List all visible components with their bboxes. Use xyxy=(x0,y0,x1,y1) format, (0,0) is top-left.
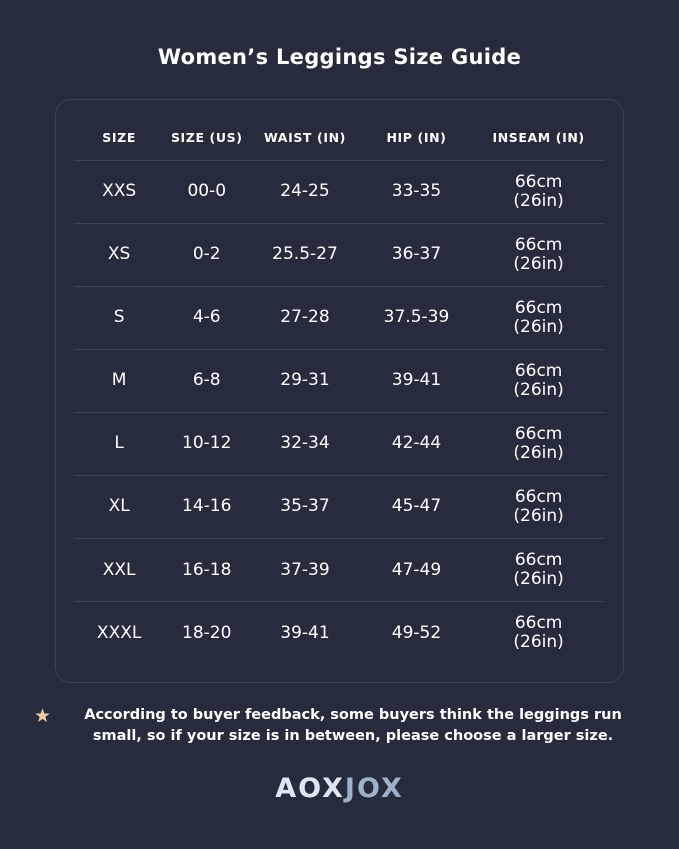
cell-inseam xyxy=(472,412,605,475)
cell-size: L xyxy=(74,412,164,475)
inseam-cm: 66cm xyxy=(514,486,563,507)
cell-inseam xyxy=(472,286,605,349)
cell-size: XS xyxy=(74,223,164,286)
cell-waist: 24-25 xyxy=(249,160,361,223)
inseam-in: (26in) xyxy=(513,569,564,590)
inseam-cm: 66cm xyxy=(514,360,563,381)
inseam-cm: 66cm xyxy=(514,613,563,634)
column-header-waist xyxy=(249,126,361,160)
inseam-cm: 66cm xyxy=(514,550,563,570)
cell-size: XL xyxy=(74,475,164,538)
table-header-row xyxy=(74,126,605,160)
brand-part-2: JOX xyxy=(344,773,404,805)
inseam-cm: 66cm xyxy=(514,423,563,444)
inseam-in: (26in) xyxy=(513,379,564,400)
inseam-in: (26in) xyxy=(513,442,564,463)
cell-size: XXL xyxy=(74,539,164,602)
brand-logo xyxy=(0,773,679,804)
column-header-inseam xyxy=(472,126,605,160)
inseam-in: (26in) xyxy=(513,505,564,526)
inseam-cm: 66cm xyxy=(514,234,563,255)
header-line-1: SIZE xyxy=(102,130,136,145)
cell-waist: 25.5-27 xyxy=(249,223,361,286)
cell-hip: 39-41 xyxy=(361,349,473,412)
cell-hip: 45-47 xyxy=(361,475,473,538)
cell-size-us: 4-6 xyxy=(164,286,249,349)
buyer-feedback-text: According to buyer feedback, some buyers think the leggings run small, so if your size is in between, please choose a larger size. xyxy=(84,707,622,745)
cell-size: S xyxy=(74,286,164,349)
cell-waist: 35-37 xyxy=(249,475,361,538)
cell-inseam xyxy=(472,602,605,665)
cell-size: XXS xyxy=(74,160,164,223)
page-title: Women’s Leggings Size Guide xyxy=(157,45,522,69)
column-header-size-us xyxy=(164,126,249,160)
header-line-2: (IN) xyxy=(417,130,447,145)
inseam-in: (26in) xyxy=(513,316,564,337)
table-row xyxy=(74,349,605,412)
cell-hip: 49-52 xyxy=(361,602,473,665)
cell-inseam xyxy=(472,475,605,538)
cell-size-us: 10-12 xyxy=(164,412,249,475)
cell-waist: 39-41 xyxy=(249,602,361,665)
size-chart-card xyxy=(55,99,624,683)
cell-inseam xyxy=(472,160,605,223)
cell-waist: 37-39 xyxy=(249,539,361,602)
header-line-2: (IN) xyxy=(317,130,346,145)
cell-inseam xyxy=(472,223,605,286)
cell-waist: 32-34 xyxy=(249,412,361,475)
inseam-in: (26in) xyxy=(513,190,564,211)
cell-waist: 27-28 xyxy=(249,286,361,349)
buyer-feedback-note xyxy=(34,705,645,747)
cell-hip: 36-37 xyxy=(361,223,473,286)
table-row xyxy=(74,539,605,602)
header-line-2: (US) xyxy=(209,130,243,145)
cell-size-us: 16-18 xyxy=(164,539,249,602)
cell-waist: 29-31 xyxy=(249,349,361,412)
column-header-hip xyxy=(361,126,473,160)
table-row xyxy=(74,160,605,223)
cell-size: XXXL xyxy=(74,602,164,665)
inseam-in: (26in) xyxy=(513,632,564,653)
column-header-size xyxy=(74,126,164,160)
table-row xyxy=(74,286,605,349)
cell-inseam xyxy=(472,539,605,602)
cell-inseam xyxy=(472,349,605,412)
header-line-1: HIP xyxy=(386,130,413,145)
header-line-1: WAIST xyxy=(263,130,313,145)
header-line-1: SIZE xyxy=(170,130,205,145)
header-line-1: INSEAM xyxy=(492,130,551,145)
header-line-2: (IN) xyxy=(555,130,585,145)
cell-size-us: 0-2 xyxy=(164,223,249,286)
cell-size-us: 18-20 xyxy=(164,602,249,665)
star-icon: ★ xyxy=(34,705,52,728)
table-row xyxy=(74,475,605,538)
table-row xyxy=(74,223,605,286)
cell-size: M xyxy=(74,349,164,412)
cell-hip: 33-35 xyxy=(361,160,473,223)
cell-size-us: 00-0 xyxy=(164,160,249,223)
cell-hip: 37.5-39 xyxy=(361,286,473,349)
inseam-in: (26in) xyxy=(513,253,564,274)
cell-hip: 42-44 xyxy=(361,412,473,475)
size-chart-table xyxy=(74,126,605,664)
cell-size-us: 14-16 xyxy=(164,475,249,538)
table-row xyxy=(74,602,605,665)
cell-hip: 47-49 xyxy=(361,539,473,602)
brand-part-1: AOX xyxy=(275,773,345,805)
inseam-cm: 66cm xyxy=(514,171,563,192)
inseam-cm: 66cm xyxy=(514,297,563,318)
table-row xyxy=(74,412,605,475)
cell-size-us: 6-8 xyxy=(164,349,249,412)
